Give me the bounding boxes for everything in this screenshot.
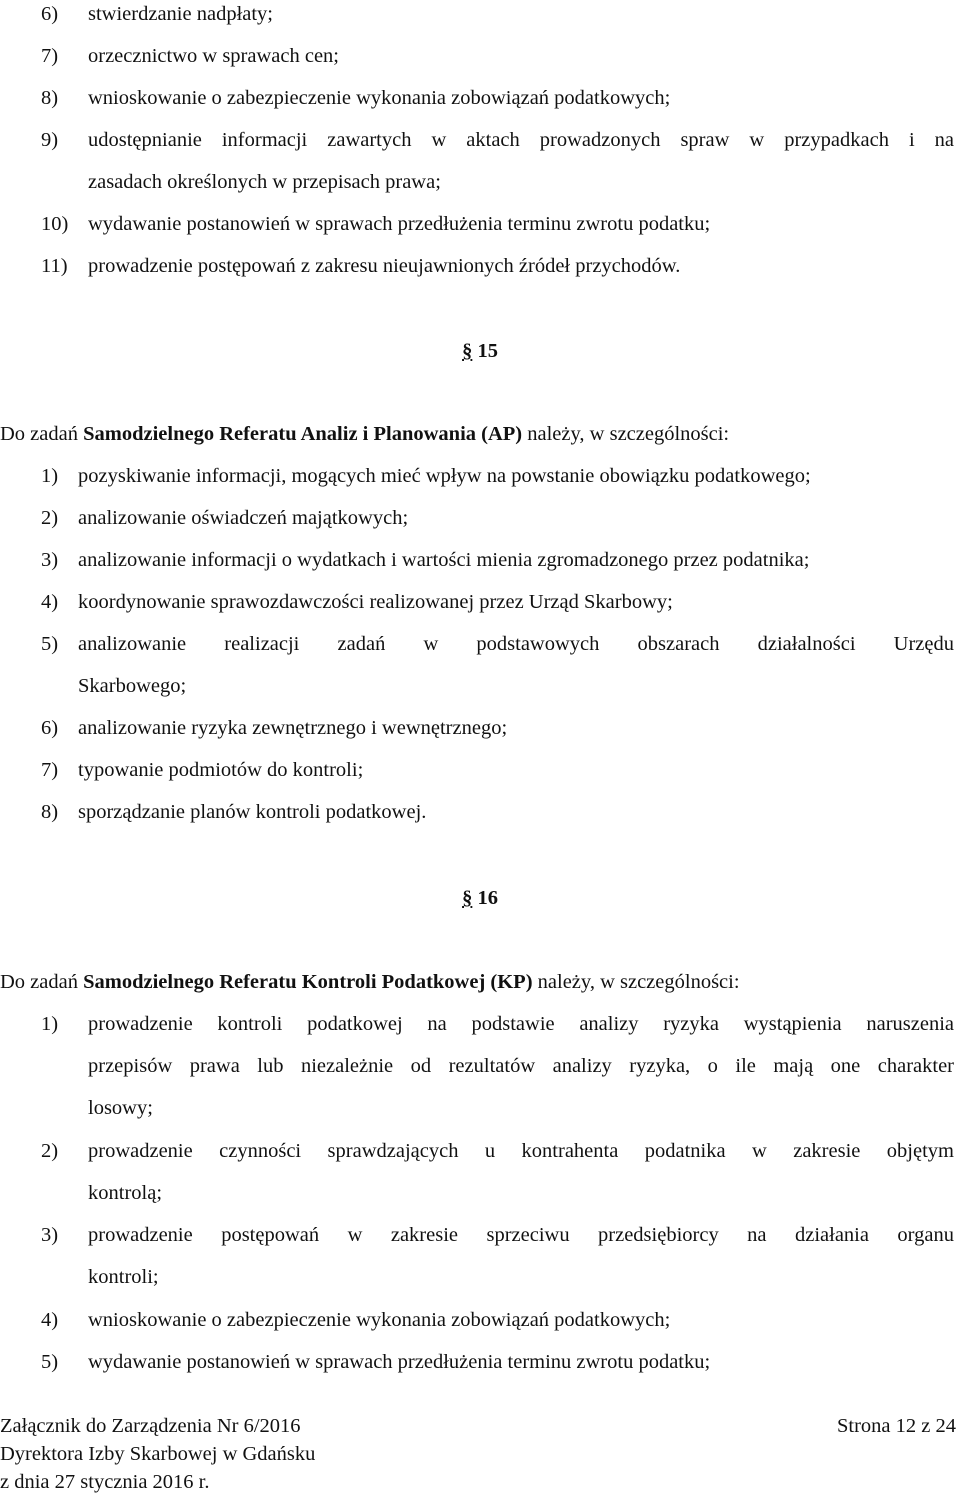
- page-number: Strona 12 z 24: [837, 1415, 956, 1437]
- list-number: 10): [41, 213, 69, 235]
- list-item: analizowanie ryzyka zewnętrznego i wewnętrznego;: [78, 717, 508, 739]
- list-item: analizowanie oświadczeń majątkowych;: [78, 507, 409, 529]
- list-item: wnioskowanie o zabezpieczenie wykonania zobowiązań podatkowych;: [88, 87, 671, 109]
- unit-name: Samodzielnego Referatu Kontroli Podatkowej (KP): [83, 971, 533, 993]
- list-item: prowadzenie czynności sprawdzających u kontrahenta podatnika w zakresie objętym: [88, 1140, 954, 1162]
- list-item-continuation: losowy;: [88, 1097, 153, 1119]
- list-number: 4): [41, 591, 59, 613]
- list-number: 2): [41, 507, 59, 529]
- intro-text: należy, w szczególności:: [522, 423, 730, 445]
- intro-text: Do zadań: [0, 971, 84, 993]
- list-number: 6): [41, 3, 59, 25]
- section-15-intro: [0, 422, 729, 446]
- section-symbol: §: [462, 340, 473, 362]
- intro-text: należy, w szczególności:: [532, 971, 740, 993]
- list-item-continuation: zasadach określonych w przepisach prawa;: [88, 171, 441, 193]
- list-item: prowadzenie postępowań w zakresie sprzeciwu przedsiębiorcy na działania organu: [88, 1224, 954, 1246]
- section-16-intro: [0, 970, 740, 994]
- unit-name: Samodzielnego Referatu Analiz i Planowania (AP): [83, 423, 523, 445]
- list-number: 9): [41, 129, 59, 151]
- list-item: typowanie podmiotów do kontroli;: [78, 759, 364, 781]
- list-item: wnioskowanie o zabezpieczenie wykonania zobowiązań podatkowych;: [88, 1309, 671, 1331]
- section-number: 15: [477, 340, 498, 362]
- list-number: 8): [41, 801, 59, 823]
- list-item: analizowanie informacji o wydatkach i wartości mienia zgromadzonego przez podatnika;: [78, 549, 810, 571]
- list-number: 11): [41, 255, 68, 277]
- section-number: 16: [477, 887, 498, 909]
- list-number: 2): [41, 1140, 59, 1162]
- list-number: 3): [41, 549, 59, 571]
- list-item: wydawanie postanowień w sprawach przedłużenia terminu zwrotu podatku;: [88, 213, 711, 235]
- list-item-continuation: Skarbowego;: [78, 675, 187, 697]
- list-number: 3): [41, 1224, 59, 1246]
- list-item: stwierdzanie nadpłaty;: [88, 3, 274, 25]
- list-item: orzecznictwo w sprawach cen;: [88, 45, 339, 67]
- intro-text: Do zadań: [0, 423, 84, 445]
- footer-director: Dyrektora Izby Skarbowej w Gdańsku: [0, 1443, 316, 1465]
- list-number: 7): [41, 45, 59, 67]
- section-heading-16: [0, 886, 960, 910]
- list-number: 1): [41, 1013, 59, 1035]
- list-number: 8): [41, 87, 59, 109]
- list-item: prowadzenie kontroli podatkowej na podstawie analizy ryzyka wystąpienia naruszenia: [88, 1013, 954, 1035]
- list-number: 1): [41, 465, 59, 487]
- list-item: prowadzenie postępowań z zakresu nieujawnionych źródeł przychodów.: [88, 255, 681, 277]
- list-item: analizowanie realizacji zadań w podstawowych obszarach działalności Urzędu: [78, 633, 954, 655]
- section-heading-15: [0, 339, 960, 363]
- list-item-continuation: przepisów prawa lub niezależnie od rezultatów analizy ryzyka, o ile mają one charakter: [88, 1055, 954, 1077]
- list-number: 5): [41, 633, 59, 655]
- list-item-continuation: kontroli;: [88, 1266, 159, 1288]
- list-number: 7): [41, 759, 59, 781]
- list-number: 6): [41, 717, 59, 739]
- list-item: pozyskiwanie informacji, mogących mieć wpływ na powstanie obowiązku podatkowego;: [78, 465, 811, 487]
- footer-attachment: Załącznik do Zarządzenia Nr 6/2016: [0, 1415, 301, 1437]
- list-item: sporządzanie planów kontroli podatkowej.: [78, 801, 427, 823]
- list-item: udostępnianie informacji zawartych w aktach prowadzonych spraw w przypadkach i na: [88, 129, 954, 151]
- list-number: 5): [41, 1351, 59, 1373]
- list-item: wydawanie postanowień w sprawach przedłużenia terminu zwrotu podatku;: [88, 1351, 711, 1373]
- list-number: 4): [41, 1309, 59, 1331]
- list-item-continuation: kontrolą;: [88, 1182, 163, 1204]
- footer-date: z dnia 27 stycznia 2016 r.: [0, 1471, 210, 1493]
- list-item: koordynowanie sprawozdawczości realizowanej przez Urząd Skarbowy;: [78, 591, 673, 613]
- section-symbol: §: [462, 887, 473, 909]
